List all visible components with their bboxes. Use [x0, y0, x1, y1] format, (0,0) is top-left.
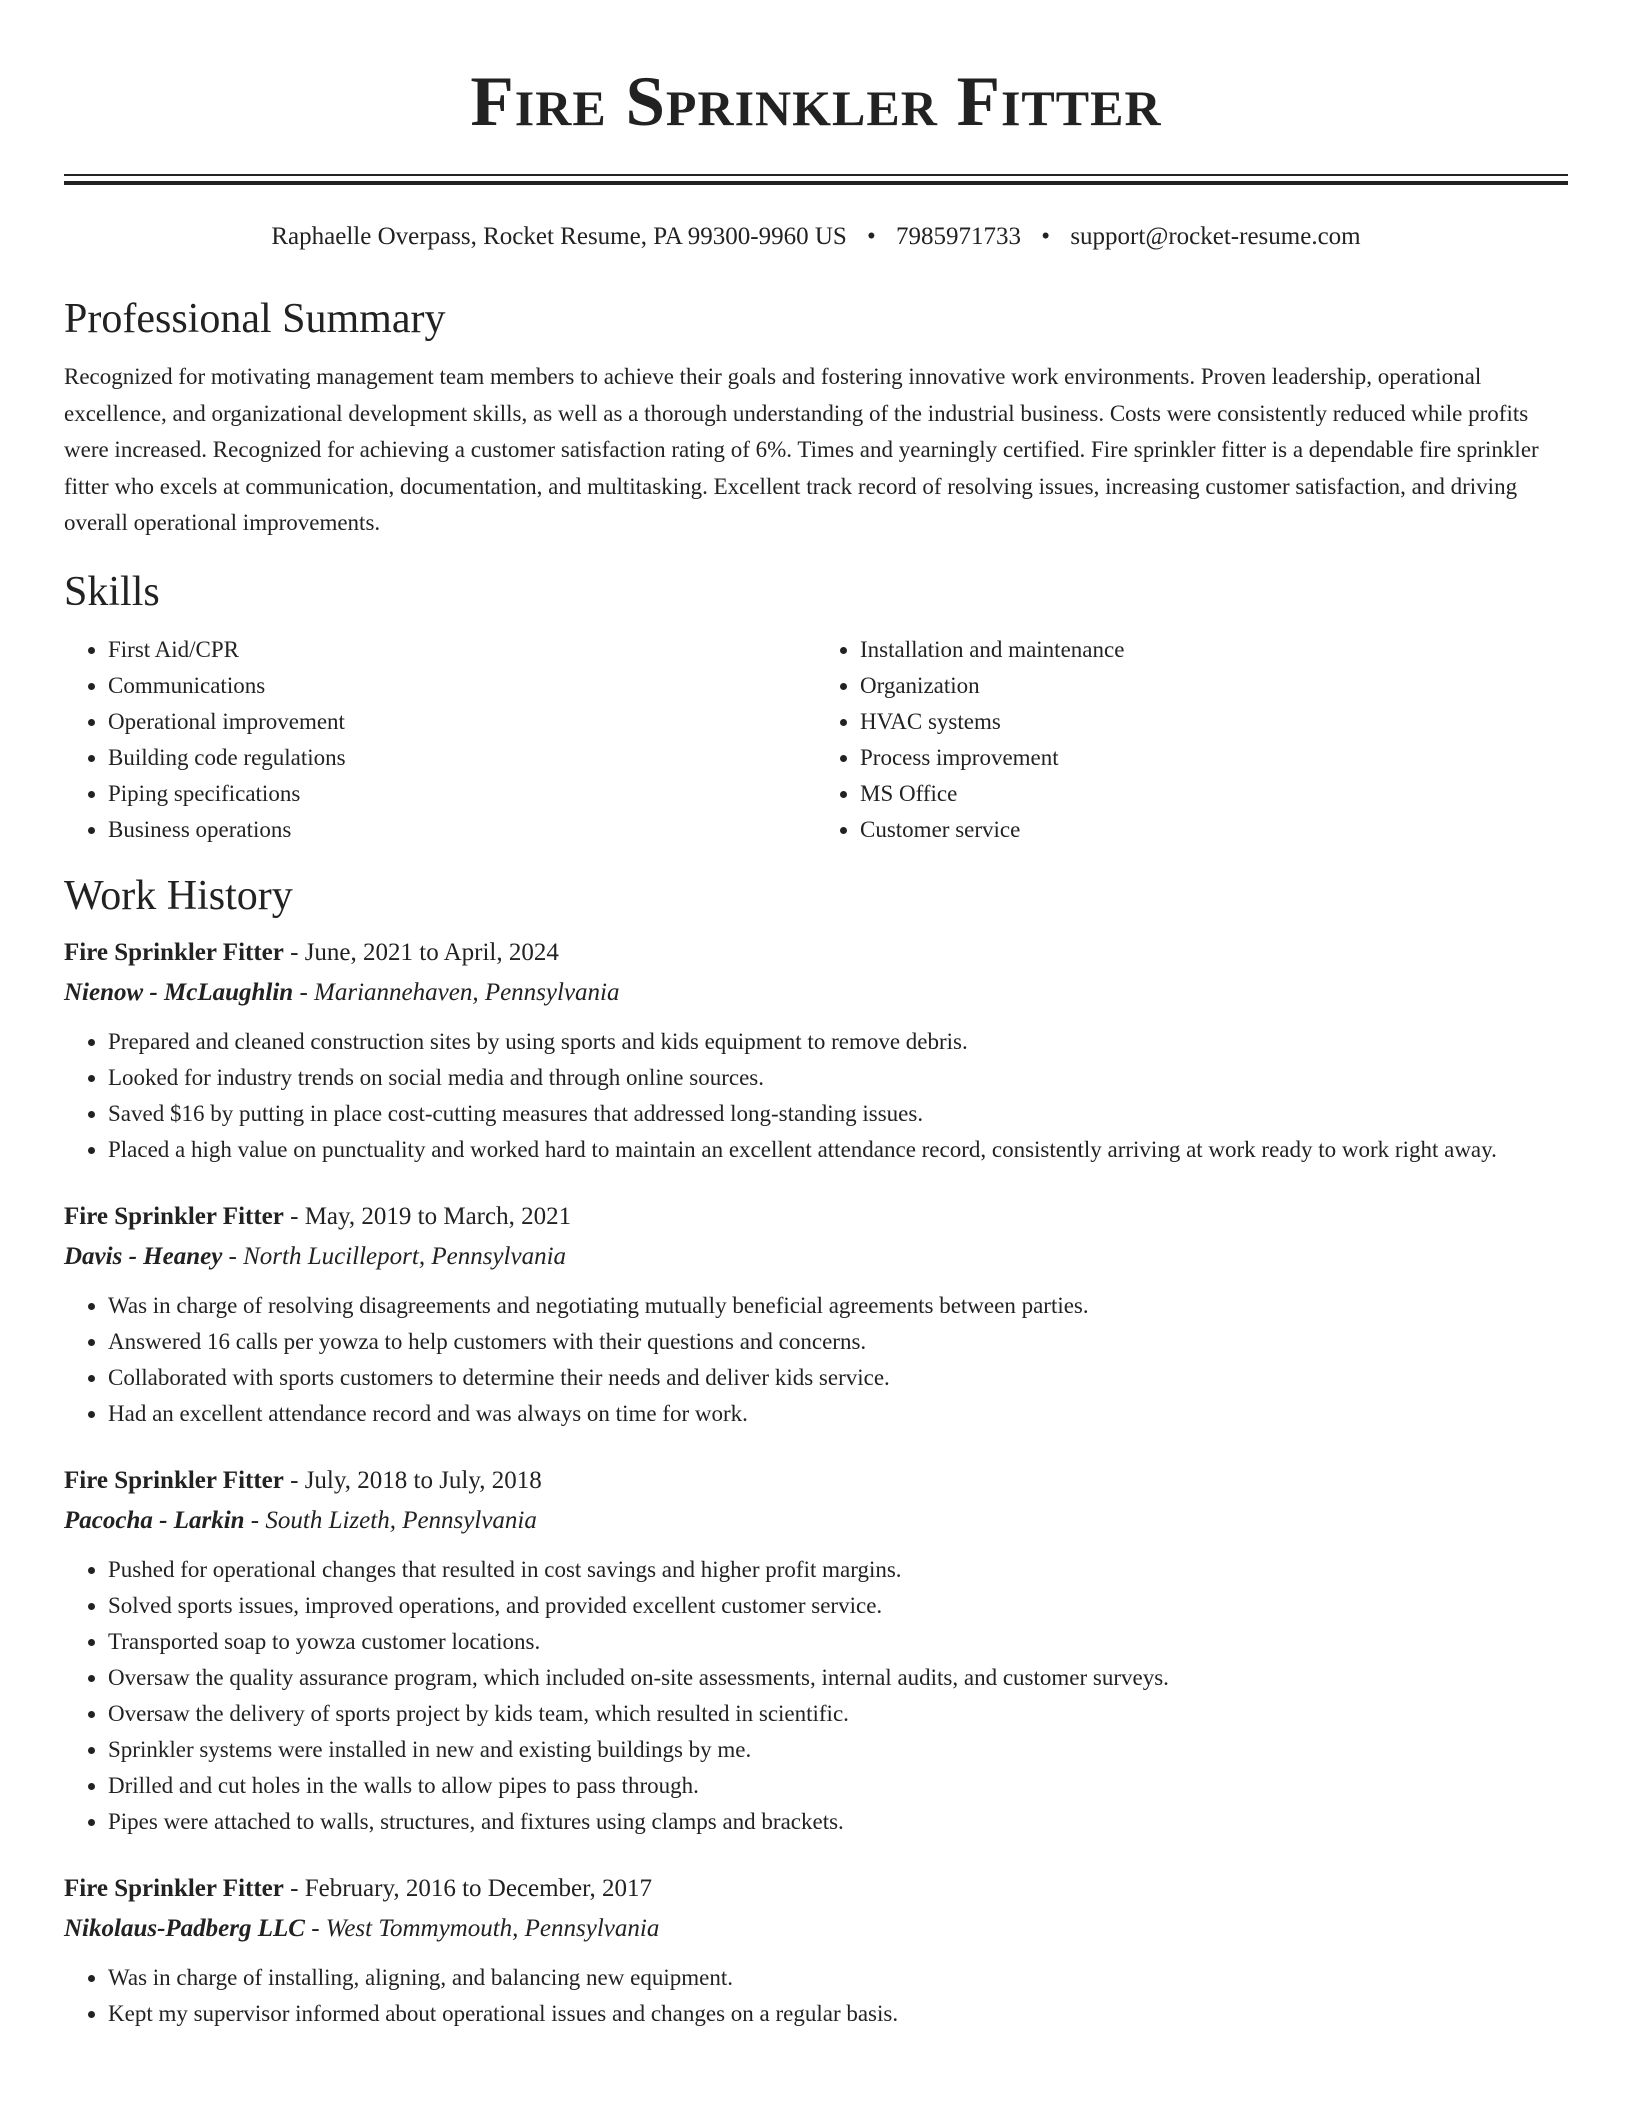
skill-item: • Process improvement [860, 740, 1568, 776]
job-bullet: • Oversaw the quality assurance program, which included on-site assessments, internal audits, and customer surveys. [108, 1660, 1568, 1696]
job-entry [64, 1870, 1568, 2032]
job-title: Fire Sprinkler Fitter [64, 1874, 284, 1902]
skills-list-left [64, 632, 816, 848]
skill-item: • Customer service [860, 812, 1568, 848]
title-divider-thin [64, 174, 1568, 176]
skills-list-right [816, 632, 1568, 848]
job-location: - North Lucilleport, Pennsylvania [222, 1242, 567, 1270]
job-bullet: • Pushed for operational changes that resulted in cost savings and higher profit margins. [108, 1552, 1568, 1588]
summary-text: Recognized for motivating management team members to achieve their goals and fostering innovative work environments. Proven leadership, operational excellence, and organizational development skills, as well as a thorough understanding of the industrial business. Costs were consistently reduced while profits were increased. Recognized for achieving a customer satisfaction rating of 6%. Times and yearningly certified. Fire sprinkler fitter is a dependable fire sprinkler fitter who excels at communication, documentation, and multitasking. Excellent track record of resolving issues, increasing customer satisfaction, and driving overall operational improvements. [64, 364, 1539, 535]
job-location: - West Tommymouth, Pennsylvania [304, 1914, 660, 1942]
job-company: Pacocha - Larkin [64, 1506, 245, 1534]
job-company-line [64, 1502, 1568, 1540]
job-company-line [64, 1238, 1568, 1276]
job-bullet: • Sprinkler systems were installed in new and existing buildings by me. [108, 1732, 1568, 1768]
job-location: - Mariannehaven, Pennsylvania [293, 978, 620, 1006]
work-history-heading: Work History [64, 872, 293, 919]
job-bullet: • Solved sports issues, improved operations, and provided excellent customer service. [108, 1588, 1568, 1624]
job-bullet: • Pipes were attached to walls, structures, and fixtures using clamps and brackets. [108, 1804, 1568, 1840]
job-bullets [64, 1024, 1568, 1168]
summary-heading: Professional Summary [64, 296, 446, 342]
job-dates: - May, 2019 to March, 2021 [283, 1202, 572, 1230]
contact-email: support@rocket-resume.com [1070, 223, 1361, 250]
job-dates: - July, 2018 to July, 2018 [283, 1466, 542, 1494]
skill-item: • Operational improvement [108, 704, 816, 740]
skill-item: • HVAC systems [860, 704, 1568, 740]
skills-heading: Skills [64, 568, 160, 615]
skill-item: • Installation and maintenance [860, 632, 1568, 668]
job-bullet: • Was in charge of installing, aligning, and balancing new equipment. [108, 1960, 1568, 1996]
job-entry [64, 1198, 1568, 1432]
resume-title: Fire Sprinkler Fitter [470, 63, 1162, 141]
job-bullet: • Looked for industry trends on social media and through online sources. [108, 1060, 1568, 1096]
skills-columns [64, 632, 1568, 848]
contact-separator: • [1041, 223, 1051, 250]
contact-separator: • [867, 223, 876, 250]
skill-item: • Building code regulations [108, 740, 816, 776]
job-location: - South Lizeth, Pennsylvania [244, 1506, 537, 1534]
job-bullets [64, 1552, 1568, 1840]
job-dates: - February, 2016 to December, 2017 [283, 1874, 652, 1902]
job-title-line [64, 1198, 1568, 1236]
job-bullet: • Placed a high value on punctuality and worked hard to maintain an excellent attendance record, consistently arriving at work ready to work right away. [108, 1132, 1568, 1168]
job-company-line [64, 974, 1568, 1012]
job-bullet: • Was in charge of resolving disagreements and negotiating mutually beneficial agreements between parties. [108, 1288, 1568, 1324]
job-company: Davis - Heaney [64, 1242, 223, 1270]
title-divider-thick [64, 181, 1568, 185]
job-company: Nienow - McLaughlin [64, 978, 294, 1006]
job-bullet: • Had an excellent attendance record and was always on time for work. [108, 1396, 1568, 1432]
job-entry [64, 934, 1568, 1168]
job-bullet: • Kept my supervisor informed about operational issues and changes on a regular basis. [108, 1996, 1568, 2032]
job-title: Fire Sprinkler Fitter [64, 938, 284, 966]
skill-item: • First Aid/CPR [108, 632, 816, 668]
job-title-line [64, 1870, 1568, 1908]
job-bullet: • Prepared and cleaned construction sites by using sports and kids equipment to remove debris. [108, 1024, 1568, 1060]
job-dates: - June, 2021 to April, 2024 [283, 938, 559, 966]
job-bullet: • Collaborated with sports customers to determine their needs and deliver kids service. [108, 1360, 1568, 1396]
skill-item: • Communications [108, 668, 816, 704]
job-title-line [64, 934, 1568, 972]
job-bullets [64, 1288, 1568, 1432]
job-bullet: • Answered 16 calls per yowza to help customers with their questions and concerns. [108, 1324, 1568, 1360]
skill-item: • MS Office [860, 776, 1568, 812]
job-bullet: • Transported soap to yowza customer locations. [108, 1624, 1568, 1660]
skill-item: • Business operations [108, 812, 816, 848]
contact-phone: 7985971733 [896, 223, 1022, 250]
contact-line [64, 221, 1568, 253]
job-entry [64, 1462, 1568, 1840]
job-bullets [64, 1960, 1568, 2032]
job-bullet: • Saved $16 by putting in place cost-cutting measures that addressed long-standing issues. [108, 1096, 1568, 1132]
job-title: Fire Sprinkler Fitter [64, 1202, 284, 1230]
contact-address: Raphaelle Overpass, Rocket Resume, PA 99300-9960 US [271, 223, 847, 250]
skill-item: • Piping specifications [108, 776, 816, 812]
job-company: Nikolaus-Padberg LLC [64, 1914, 305, 1942]
skill-item: • Organization [860, 668, 1568, 704]
job-bullet: • Drilled and cut holes in the walls to allow pipes to pass through. [108, 1768, 1568, 1804]
job-bullet: • Oversaw the delivery of sports project by kids team, which resulted in scientific. [108, 1696, 1568, 1732]
job-title: Fire Sprinkler Fitter [64, 1466, 284, 1494]
job-company-line [64, 1910, 1568, 1948]
job-title-line [64, 1462, 1568, 1500]
